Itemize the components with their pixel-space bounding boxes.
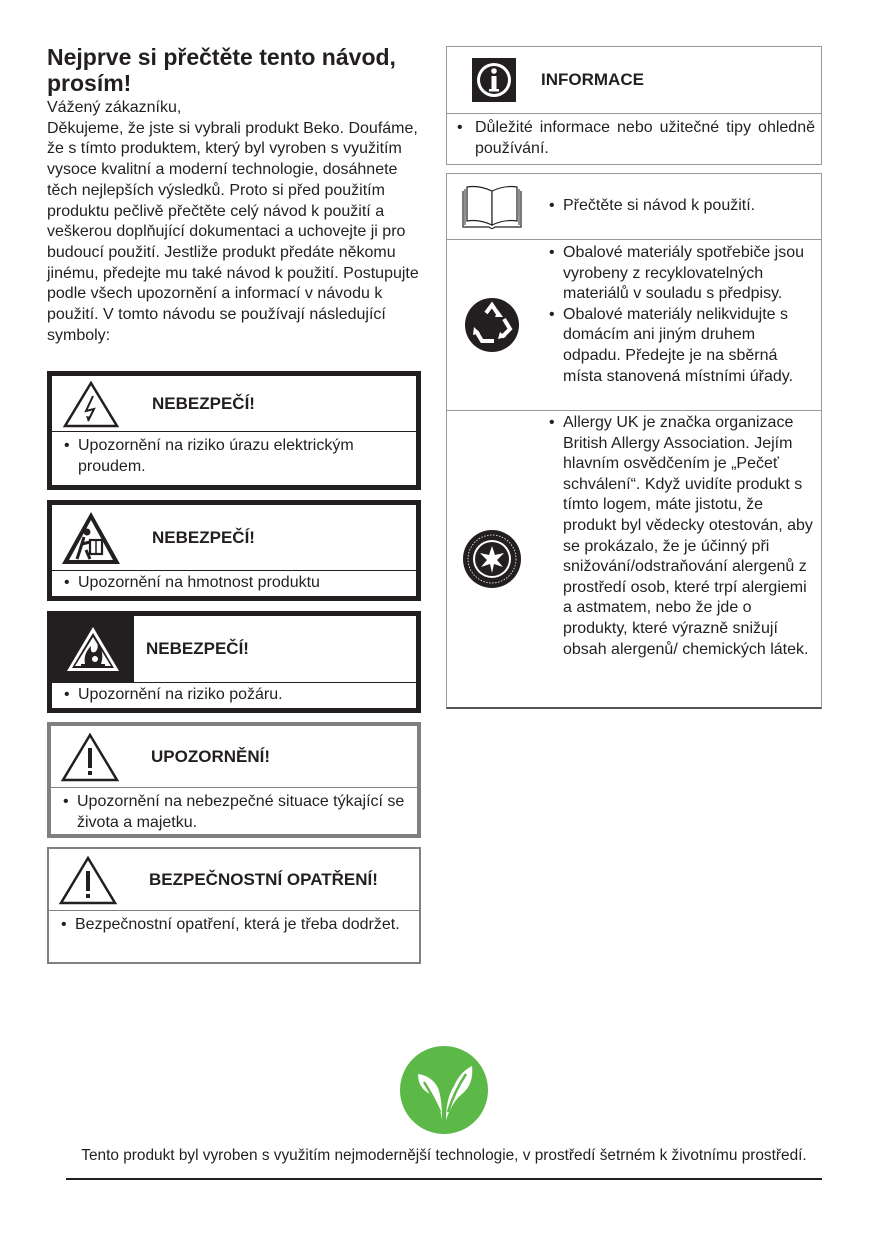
- footer-text: Tento produkt byl vyroben s využitím nejmodernější technologie, v prostředí šetrném k životnímu prostředí.: [81, 1147, 807, 1164]
- intro-section: [47, 44, 427, 346]
- warning-title: NEBEZPEČÍ!: [152, 527, 255, 547]
- footer-divider: [66, 1178, 822, 1180]
- symbol-text: Allergy UK je značka organizace British Allergy Association. Jejím hlavním osvědčením je „Pečeť schválení“. Když uvidíte produkt s tímto logem, máte jistotu, že produkt byl vědecky otestován, aby se prokázalo, že je účinný při snižování/odstraňování alergenů z prostředí osob, které trpí alergiemi a astmatem, nebo že jde o produkty, které výrazně snižují obsah alergenů/ chemických látek.: [563, 414, 813, 658]
- warning-text: Upozornění na riziko úrazu elektrickým proudem.: [78, 437, 354, 475]
- page-title: Nejprve si přečtěte tento návod, prosím!: [47, 44, 396, 96]
- warning-title: NEBEZPEČÍ!: [152, 393, 255, 413]
- warning-box-precaution: BEZPEČNOSTNÍ OPATŘENÍ! • Bezpečnostní opatření, která je třeba dodržet.: [47, 847, 421, 964]
- info-icon: [447, 58, 541, 102]
- warning-title: UPOZORNĚNÍ!: [151, 746, 270, 766]
- allergy-seal-icon: [447, 411, 537, 707]
- symbol-row-recycle: • Obalové materiály spotřebiče jsou vyrobeny z recyklovatelných materiálů v souladu s předpisy. • Obalové materiály nelikvidujte s domácím ani jiným druhem odpadu. Předejte je na sběrná místa stanovená místními úřady.: [447, 240, 821, 411]
- heavy-product-icon: [52, 505, 130, 570]
- warning-box-weight: NEBEZPEČÍ! • Upozornění na hmotnost produktu: [47, 500, 421, 601]
- recycle-icon: [447, 240, 537, 410]
- info-title: INFORMACE: [541, 70, 644, 89]
- intro-paragraph: Vážený zákazníku, Děkujeme, že jste si vybrali produkt Beko. Doufáme, že s tímto produktem, který byl vyroben s využitím vysoce kvalitní a moderní technologie, dosáhnete těch nejlepších výsledků. Proto si před použitím produktu pečlivě přečtěte celý návod k použití a veškerou doplňující dokumentaci a uchovejte ji pro budoucí použití. Jestliže produkt předáte někomu jinému, předejte mu také návod k použití. Postupujte podle všech upozornění a informací v návodu k použití. V tomto návodu se používají následující symboly:: [47, 99, 419, 344]
- symbol-text: Obalové materiály spotřebiče jsou vyrobeny z recyklovatelných materiálů v souladu s předpisy.: [563, 244, 805, 303]
- warning-title: BEZPEČNOSTNÍ OPATŘENÍ!: [149, 869, 378, 889]
- info-text: Důležité informace nebo užitečné tipy ohledně používání.: [475, 119, 815, 157]
- symbol-text: Obalové materiály nelikvidujte s domácím ani jiným druhem odpadu. Předejte je na sběrná místa stanovená místními úřady.: [563, 305, 794, 385]
- book-icon: [447, 174, 537, 239]
- fire-hazard-icon: [52, 616, 134, 682]
- warning-text: Bezpečnostní opatření, která je třeba dodržet.: [75, 916, 400, 933]
- warning-box-fire: NEBEZPEČÍ! • Upozornění na riziko požáru.: [47, 611, 421, 713]
- electric-shock-icon: [52, 376, 130, 431]
- warning-box-electric: NEBEZPEČÍ! • Upozornění na riziko úrazu elektrickým proudem.: [47, 371, 421, 490]
- symbol-row-book: • Přečtěte si návod k použití.: [447, 174, 821, 240]
- eco-leaf-icon: [400, 1046, 488, 1139]
- symbol-row-allergy: • Allergy UK je značka organizace British Allergy Association. Jejím hlavním osvědčením je „Pečeť schválení“. Když uvidíte produkt s tímto logem, máte jistotu, že produkt byl vědecky otestován, aby se prokázalo, že je účinný při snižování/odstraňování alergenů z prostředí osob, které trpí alergiemi a astmatem, nebo že jde o produkty, které výrazně snižují obsah alergenů/ chemických látek.: [447, 411, 821, 707]
- warning-box-caution: UPOZORNĚNÍ! • Upozornění na nebezpečné situace týkající se života a majetku.: [47, 722, 421, 838]
- warning-title: NEBEZPEČÍ!: [146, 639, 249, 658]
- precaution-icon: [49, 849, 127, 910]
- warning-text: Upozornění na nebezpečné situace týkající se života a majetku.: [77, 793, 405, 831]
- symbol-text: Přečtěte si návod k použití.: [563, 197, 756, 214]
- warning-text: Upozornění na riziko požáru.: [78, 686, 283, 703]
- warning-text: Upozornění na hmotnost produktu: [78, 574, 320, 591]
- symbol-table: [446, 173, 822, 709]
- caution-icon: [51, 726, 129, 787]
- info-box: INFORMACE • Důležité informace nebo užitečné tipy ohledně používání.: [446, 46, 822, 165]
